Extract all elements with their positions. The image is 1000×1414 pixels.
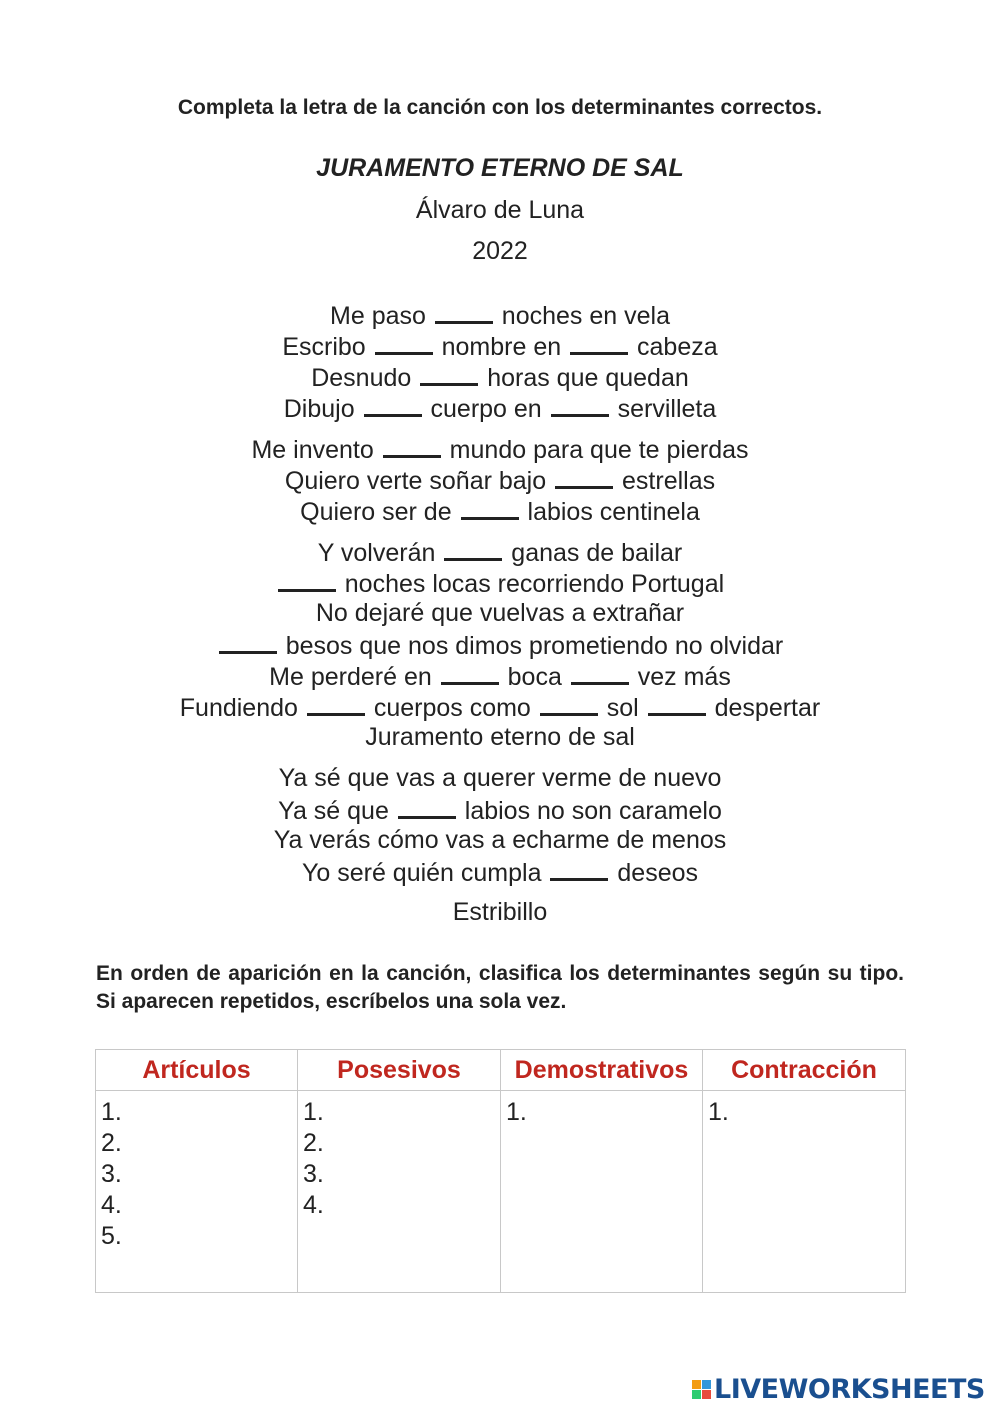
lyric-line xyxy=(0,361,1000,392)
answer-cell-posesivos[interactable] xyxy=(298,1091,501,1293)
answer-number: 3. xyxy=(101,1160,122,1188)
lyric-text: cuerpo en xyxy=(423,395,549,423)
lyric-line xyxy=(0,598,1000,629)
lyric-text: Me perderé en xyxy=(269,663,439,691)
answer-number: 1. xyxy=(506,1098,527,1126)
lyric-line xyxy=(0,392,1000,423)
instructions-1: Completa la letra de la canción con los determinantes correctos. xyxy=(177,96,823,119)
answer-cell-contraccion[interactable] xyxy=(703,1091,906,1293)
answer-cell-articulos[interactable] xyxy=(96,1091,298,1293)
lyric-text: deseos xyxy=(610,859,699,887)
lyric-text: Escribo xyxy=(282,333,373,361)
lyric-line xyxy=(0,464,1000,495)
liveworksheets-logo-text: LIVEWORKSHEETS xyxy=(714,1374,985,1405)
lyric-line xyxy=(0,299,1000,330)
lyric-text: Ya sé que xyxy=(278,797,396,825)
lyric-text: noches en vela xyxy=(494,302,670,330)
lyric-text: mundo para que te pierdas xyxy=(442,436,749,464)
lyric-text: Quiero verte soñar bajo xyxy=(284,467,554,495)
logo-square xyxy=(702,1380,711,1389)
instructions-2: En orden de aparición en la canción, clasifica los determinantes según su tipo. Si aparecen repetidos, escríbelos una sola vez. xyxy=(96,962,904,1013)
song-year: 2022 xyxy=(472,237,528,265)
lyric-text: nombre en xyxy=(434,333,569,361)
lyric-line xyxy=(0,856,1000,887)
answer-blank[interactable] xyxy=(420,361,478,386)
header-posesivos: Posesivos xyxy=(298,1050,501,1091)
lyric-text: cabeza xyxy=(630,333,718,361)
stanza xyxy=(0,536,1000,753)
lyric-text: No dejaré que vuelvas a extrañar xyxy=(315,599,685,627)
answer-blank[interactable] xyxy=(570,330,628,355)
answer-number: 1. xyxy=(708,1098,729,1126)
answer-blank[interactable] xyxy=(555,464,613,489)
lyric-text: labios no son caramelo xyxy=(457,797,722,825)
lyric-text: Me paso xyxy=(330,302,433,330)
lyric-text: noches locas recorriendo Portugal xyxy=(337,570,725,598)
lyric-text: Quiero ser de xyxy=(300,498,459,526)
answer-blank[interactable] xyxy=(364,392,422,417)
stanza xyxy=(0,433,1000,526)
lyric-line xyxy=(0,495,1000,526)
answer-number: 5. xyxy=(101,1222,122,1250)
lyric-text: labios centinela xyxy=(520,498,700,526)
answer-number: 1. xyxy=(101,1098,122,1126)
answer-blank[interactable] xyxy=(550,856,608,881)
lyric-text: Fundiendo xyxy=(179,694,305,722)
answer-blank[interactable] xyxy=(435,299,493,324)
answer-cell-demostrativos[interactable] xyxy=(501,1091,703,1293)
lyric-text: besos que nos dimos prometiendo no olvidar xyxy=(278,632,784,660)
answer-blank[interactable] xyxy=(383,433,441,458)
lyric-text: ganas de bailar xyxy=(504,539,683,567)
logo-square xyxy=(692,1390,701,1399)
answer-blank[interactable] xyxy=(540,691,598,716)
lyric-text: Yo seré quién cumpla xyxy=(301,859,549,887)
logo-square xyxy=(702,1390,711,1399)
answer-blank[interactable] xyxy=(648,691,706,716)
lyric-text: Estribillo xyxy=(452,898,548,926)
answer-number: 4. xyxy=(303,1191,324,1219)
header-contraccion: Contracción xyxy=(703,1050,906,1091)
lyric-line xyxy=(0,536,1000,567)
lyric-text: Ya sé que vas a querer verme de nuevo xyxy=(278,764,722,792)
lyric-text: Ya verás cómo vas a echarme de menos xyxy=(273,826,727,854)
lyric-text: sol xyxy=(599,694,646,722)
lyric-line xyxy=(0,794,1000,825)
lyric-line xyxy=(0,433,1000,464)
lyric-text: boca xyxy=(500,663,569,691)
lyric-text: Y volverán xyxy=(317,539,443,567)
lyric-text: servilleta xyxy=(610,395,717,423)
lyric-line xyxy=(0,722,1000,753)
answer-blank[interactable] xyxy=(307,691,365,716)
lyric-text: despertar xyxy=(707,694,821,722)
lyric-line xyxy=(0,763,1000,794)
lyric-text: estrellas xyxy=(615,467,716,495)
lyric-line xyxy=(0,825,1000,856)
answer-blank[interactable] xyxy=(551,392,609,417)
lyrics xyxy=(0,299,1000,938)
header-demostrativos: Demostrativos xyxy=(501,1050,703,1091)
logo-square xyxy=(692,1380,701,1389)
header-articulos: Artículos xyxy=(96,1050,298,1091)
table-header-row xyxy=(96,1050,906,1091)
answer-number: 2. xyxy=(303,1129,324,1157)
lyric-text: Juramento eterno de sal xyxy=(365,723,635,751)
stanza xyxy=(0,763,1000,887)
stanza xyxy=(0,299,1000,423)
answer-blank[interactable] xyxy=(219,629,277,654)
answer-number: 3. xyxy=(303,1160,324,1188)
liveworksheets-logo xyxy=(692,1374,985,1405)
lyric-line xyxy=(0,330,1000,361)
answer-number: 4. xyxy=(101,1191,122,1219)
answer-number: 1. xyxy=(303,1098,324,1126)
lyric-text: Desnudo xyxy=(311,364,419,392)
lyric-line xyxy=(0,660,1000,691)
lyric-text: cuerpos como xyxy=(366,694,538,722)
song-title: JURAMENTO ETERNO DE SAL xyxy=(316,154,684,182)
lyric-line xyxy=(0,567,1000,598)
lyric-line xyxy=(0,897,1000,928)
lyric-line xyxy=(0,691,1000,722)
lyric-text: Dibujo xyxy=(283,395,362,423)
classification-table xyxy=(95,1049,906,1293)
answer-blank[interactable] xyxy=(441,660,499,685)
answer-blank[interactable] xyxy=(461,495,519,520)
answer-blank[interactable] xyxy=(398,794,456,819)
answer-number: 2. xyxy=(101,1129,122,1157)
answer-blank[interactable] xyxy=(375,330,433,355)
answer-blank[interactable] xyxy=(571,660,629,685)
table-answer-row xyxy=(96,1091,906,1293)
song-author: Álvaro de Luna xyxy=(415,196,585,224)
lyric-text: vez más xyxy=(630,663,731,691)
answer-blank[interactable] xyxy=(444,536,502,561)
liveworksheets-logo-icon xyxy=(692,1380,711,1399)
lyric-line xyxy=(0,629,1000,660)
lyric-text: Me invento xyxy=(251,436,381,464)
lyric-text: horas que quedan xyxy=(480,364,689,392)
stanza xyxy=(0,897,1000,928)
answer-blank[interactable] xyxy=(278,567,336,592)
